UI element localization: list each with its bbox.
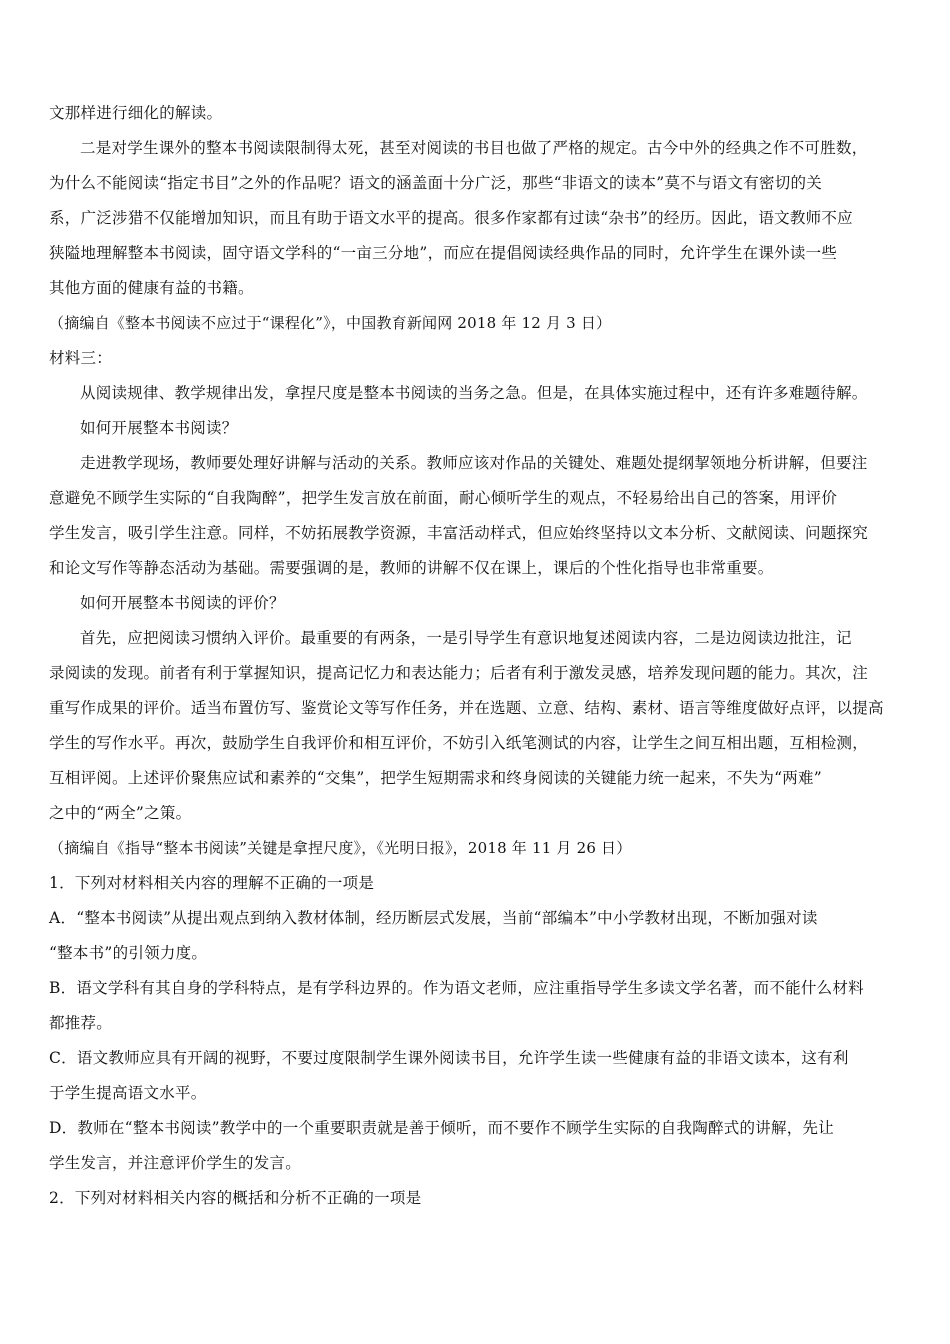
text-line-18: 重写作成果的评价。适当布置仿写、鉴赏论文等写作任务，并在选题、立意、结构、素材、语言等维度做好点评，以提高 bbox=[49, 699, 884, 717]
option-a: A．“整本书阅读”从提出观点到纳入教材体制，经历断层式发展，当前“部编本”中小学教材出现，不断加强对读 bbox=[49, 909, 818, 927]
option-d-continued: 学生发言，并注意评价学生的发言。 bbox=[49, 1154, 302, 1172]
text-line-13: 学生发言，吸引学生注意。同样，不妨拓展教学资源，丰富活动样式，但应始终坚持以文本分析、文献阅读、问题探究 bbox=[49, 524, 869, 542]
option-b: B．语文学科有其自身的学科特点，是有学科边界的。作为语文老师，应注重指导学生多读文学名著，而不能什么材料 bbox=[49, 979, 864, 997]
text-line-12: 意避免不顾学生实际的“自我陶醉”，把学生发言放在前面，耐心倾听学生的观点，不轻易给出自己的答案，用评价 bbox=[49, 489, 838, 507]
subheading-how-to-read: 如何开展整本书阅读？ bbox=[80, 419, 238, 437]
option-c: C．语文教师应具有开阔的视野，不要过度限制学生课外阅读书目，允许学生读一些健康有益的非语文读本，这有利 bbox=[49, 1049, 849, 1067]
option-a-continued: “整本书”的引领力度。 bbox=[49, 944, 208, 962]
text-line-6: 其他方面的健康有益的书籍。 bbox=[49, 279, 254, 297]
question-2-stem: 2．下列对材料相关内容的概括和分析不正确的一项是 bbox=[49, 1189, 422, 1207]
text-line-9: 从阅读规律、教学规律出发，拿捏尺度是整本书阅读的当务之急。但是，在具体实施过程中，还有许多难题待解。 bbox=[80, 384, 868, 402]
text-line-4: 系，广泛涉猎不仅能增加知识，而且有助于语文水平的提高。很多作家都有过读“杂书”的经历。因此，语文教师不应 bbox=[49, 209, 853, 227]
option-c-continued: 于学生提高语文水平。 bbox=[49, 1084, 207, 1102]
text-line-5: 狭隘地理解整本书阅读，固守语文学科的“一亩三分地”，而应在提倡阅读经典作品的同时，允许学生在课外读一些 bbox=[49, 244, 838, 262]
source-citation: （摘编自《指导“整本书阅读”关键是拿捏尺度》，《光明日报》，2018 年 11 月 26 日） bbox=[49, 839, 632, 857]
text-line-21: 之中的“两全”之策。 bbox=[49, 804, 192, 822]
option-b-continued: 都推荐。 bbox=[49, 1014, 113, 1032]
text-line-17: 录阅读的发现。前者有利于掌握知识，提高记忆力和表达能力；后者有利于激发灵感，培养发现问题的能力。其次，注 bbox=[49, 664, 869, 682]
text-line-16: 首先，应把阅读习惯纳入评价。最重要的有两条，一是引导学生有意识地复述阅读内容，二是边阅读边批注，记 bbox=[80, 629, 852, 647]
text-line-14: 和论文写作等静态活动为基础。需要强调的是，教师的讲解不仅在课上，课后的个性化指导也非常重要。 bbox=[49, 559, 774, 577]
source-citation: （摘编自《整本书阅读不应过于“课程化”》，中国教育新闻网 2018 年 12 月 3 日） bbox=[49, 314, 612, 332]
text-line-19: 学生的写作水平。再次，鼓励学生自我评价和相互评价，不妨引入纸笔测试的内容，让学生之间互相出题，互相检测， bbox=[49, 734, 869, 752]
subheading-how-to-evaluate: 如何开展整本书阅读的评价？ bbox=[80, 594, 285, 612]
text-line-1: 文那样进行细化的解读。 bbox=[49, 104, 223, 122]
text-line-20: 互相评阅。上述评价聚焦应试和素养的“交集”，把学生短期需求和终身阅读的关键能力统一起来，不失为“两难” bbox=[49, 769, 822, 787]
section-heading-material-three: 材料三： bbox=[49, 349, 113, 367]
text-line-2: 二是对学生课外的整本书阅读限制得太死，甚至对阅读的书目也做了严格的规定。古今中外的经典之作不可胜数， bbox=[80, 139, 868, 157]
text-line-3: 为什么不能阅读“指定书目”之外的作品呢？语文的涵盖面十分广泛，那些“非语文的读本”莫不与语文有密切的关 bbox=[49, 174, 822, 192]
question-1-stem: 1．下列对材料相关内容的理解不正确的一项是 bbox=[49, 874, 375, 892]
option-d: D．教师在“整本书阅读”教学中的一个重要职责就是善于倾听，而不要作不顾学生实际的自我陶醉式的讲解，先让 bbox=[49, 1119, 835, 1137]
text-line-11: 走进教学现场，教师要处理好讲解与活动的关系。教师应该对作品的关键处、难题处提纲挈领地分析讲解，但要注 bbox=[80, 454, 868, 472]
